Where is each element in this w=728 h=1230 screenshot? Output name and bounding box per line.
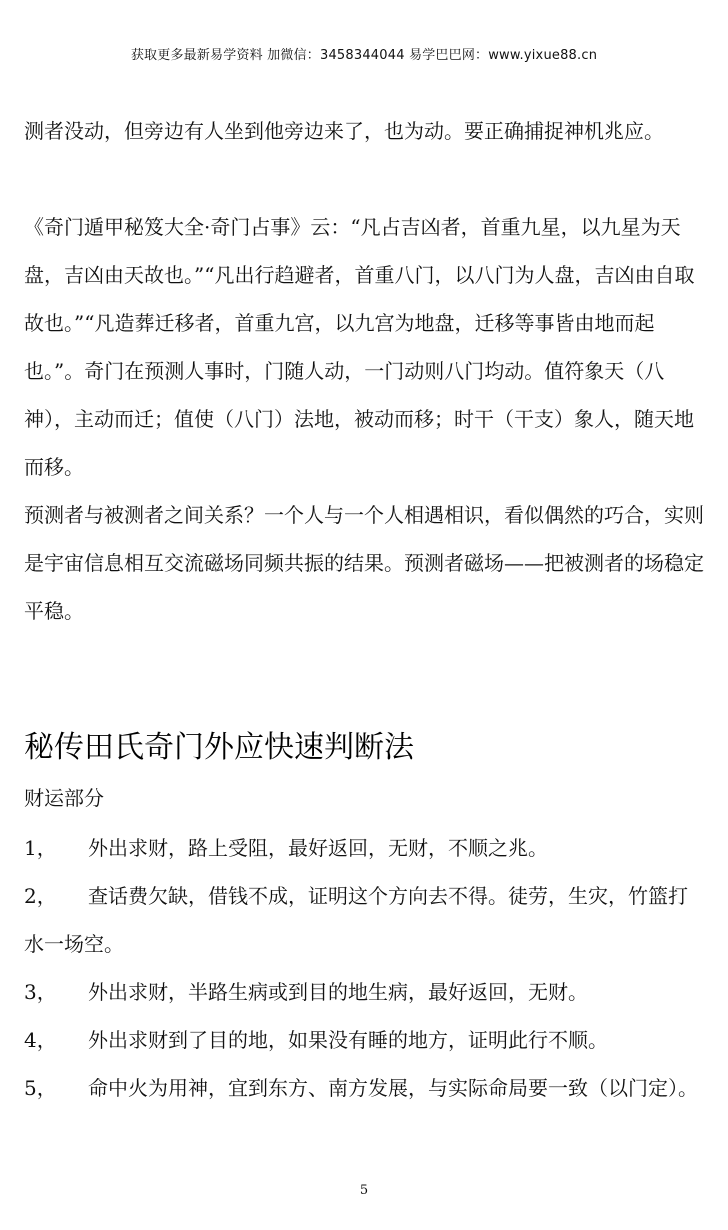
paragraph-text: 《奇门遁甲秘笈大全·奇门占事》云：“凡占吉凶者，首重九星，以九星为天盘，吉凶由天故也。”“凡出行趋避者，首重八门，以八门为人盘，吉凶由自取故也。”“凡造葬迁移者，首重九宫，以九宫为地盘，迁移等事皆由地而起也。”。奇门在预测人事时，门随人动，一门动则八门均动。值符象天（八神），主动而迁；值使（八门）法地，被动而移；时干（干支）象人，随天地而移。: [24, 215, 695, 479]
list-item-1: [24, 824, 704, 872]
list-item-number: 1，: [24, 836, 57, 860]
paragraph-3: [24, 491, 704, 635]
paragraph-1: [24, 107, 704, 155]
list-item-text: 外出求财，路上受阻，最好返回，无财，不顺之兆。: [88, 836, 548, 860]
list-item-3: [24, 968, 704, 1016]
list-item-text: 外出求财到了目的地，如果没有睡的地方，证明此行不顺。: [88, 1028, 608, 1052]
list-item-number: 2，: [24, 884, 57, 908]
list-item-number: 4，: [24, 1028, 57, 1052]
list-item-2: [24, 872, 704, 968]
section-subtitle: 财运部分: [24, 786, 104, 810]
paragraph-text: 测者没动，但旁边有人坐到他旁边来了，也为动。要正确捕捉神机兆应。: [24, 119, 664, 143]
list-item-4: [24, 1016, 704, 1064]
section-title: 秘传田氏奇门外应快速判断法: [24, 730, 414, 765]
numbered-list: [24, 824, 704, 1112]
list-item-text: 查话费欠缺，借钱不成，证明这个方向去不得。徒劳，生灾，竹篮打水一场空。: [24, 884, 688, 956]
page-number: 5: [359, 1183, 369, 1198]
list-item-text: 外出求财，半路生病或到目的地生病，最好返回，无财。: [88, 980, 588, 1004]
list-item-number: 3，: [24, 980, 57, 1004]
paragraph-text: 预测者与被测者之间关系？一个人与一个人相遇相识，看似偶然的巧合，实则是宇宙信息相互交流磁场同频共振的结果。预测者磁场——把被测者的场稳定平稳。: [24, 503, 704, 623]
list-item-5: [24, 1064, 704, 1112]
page-header: 获取更多最新易学资料 加微信：3458344044 易学巴巴网：www.yixue88.cn: [130, 48, 598, 63]
list-item-number: 5，: [24, 1076, 57, 1100]
paragraph-2: [24, 203, 704, 491]
list-item-text: 命中火为用神，宜到东方、南方发展，与实际命局要一致（以门定）。: [88, 1076, 698, 1100]
